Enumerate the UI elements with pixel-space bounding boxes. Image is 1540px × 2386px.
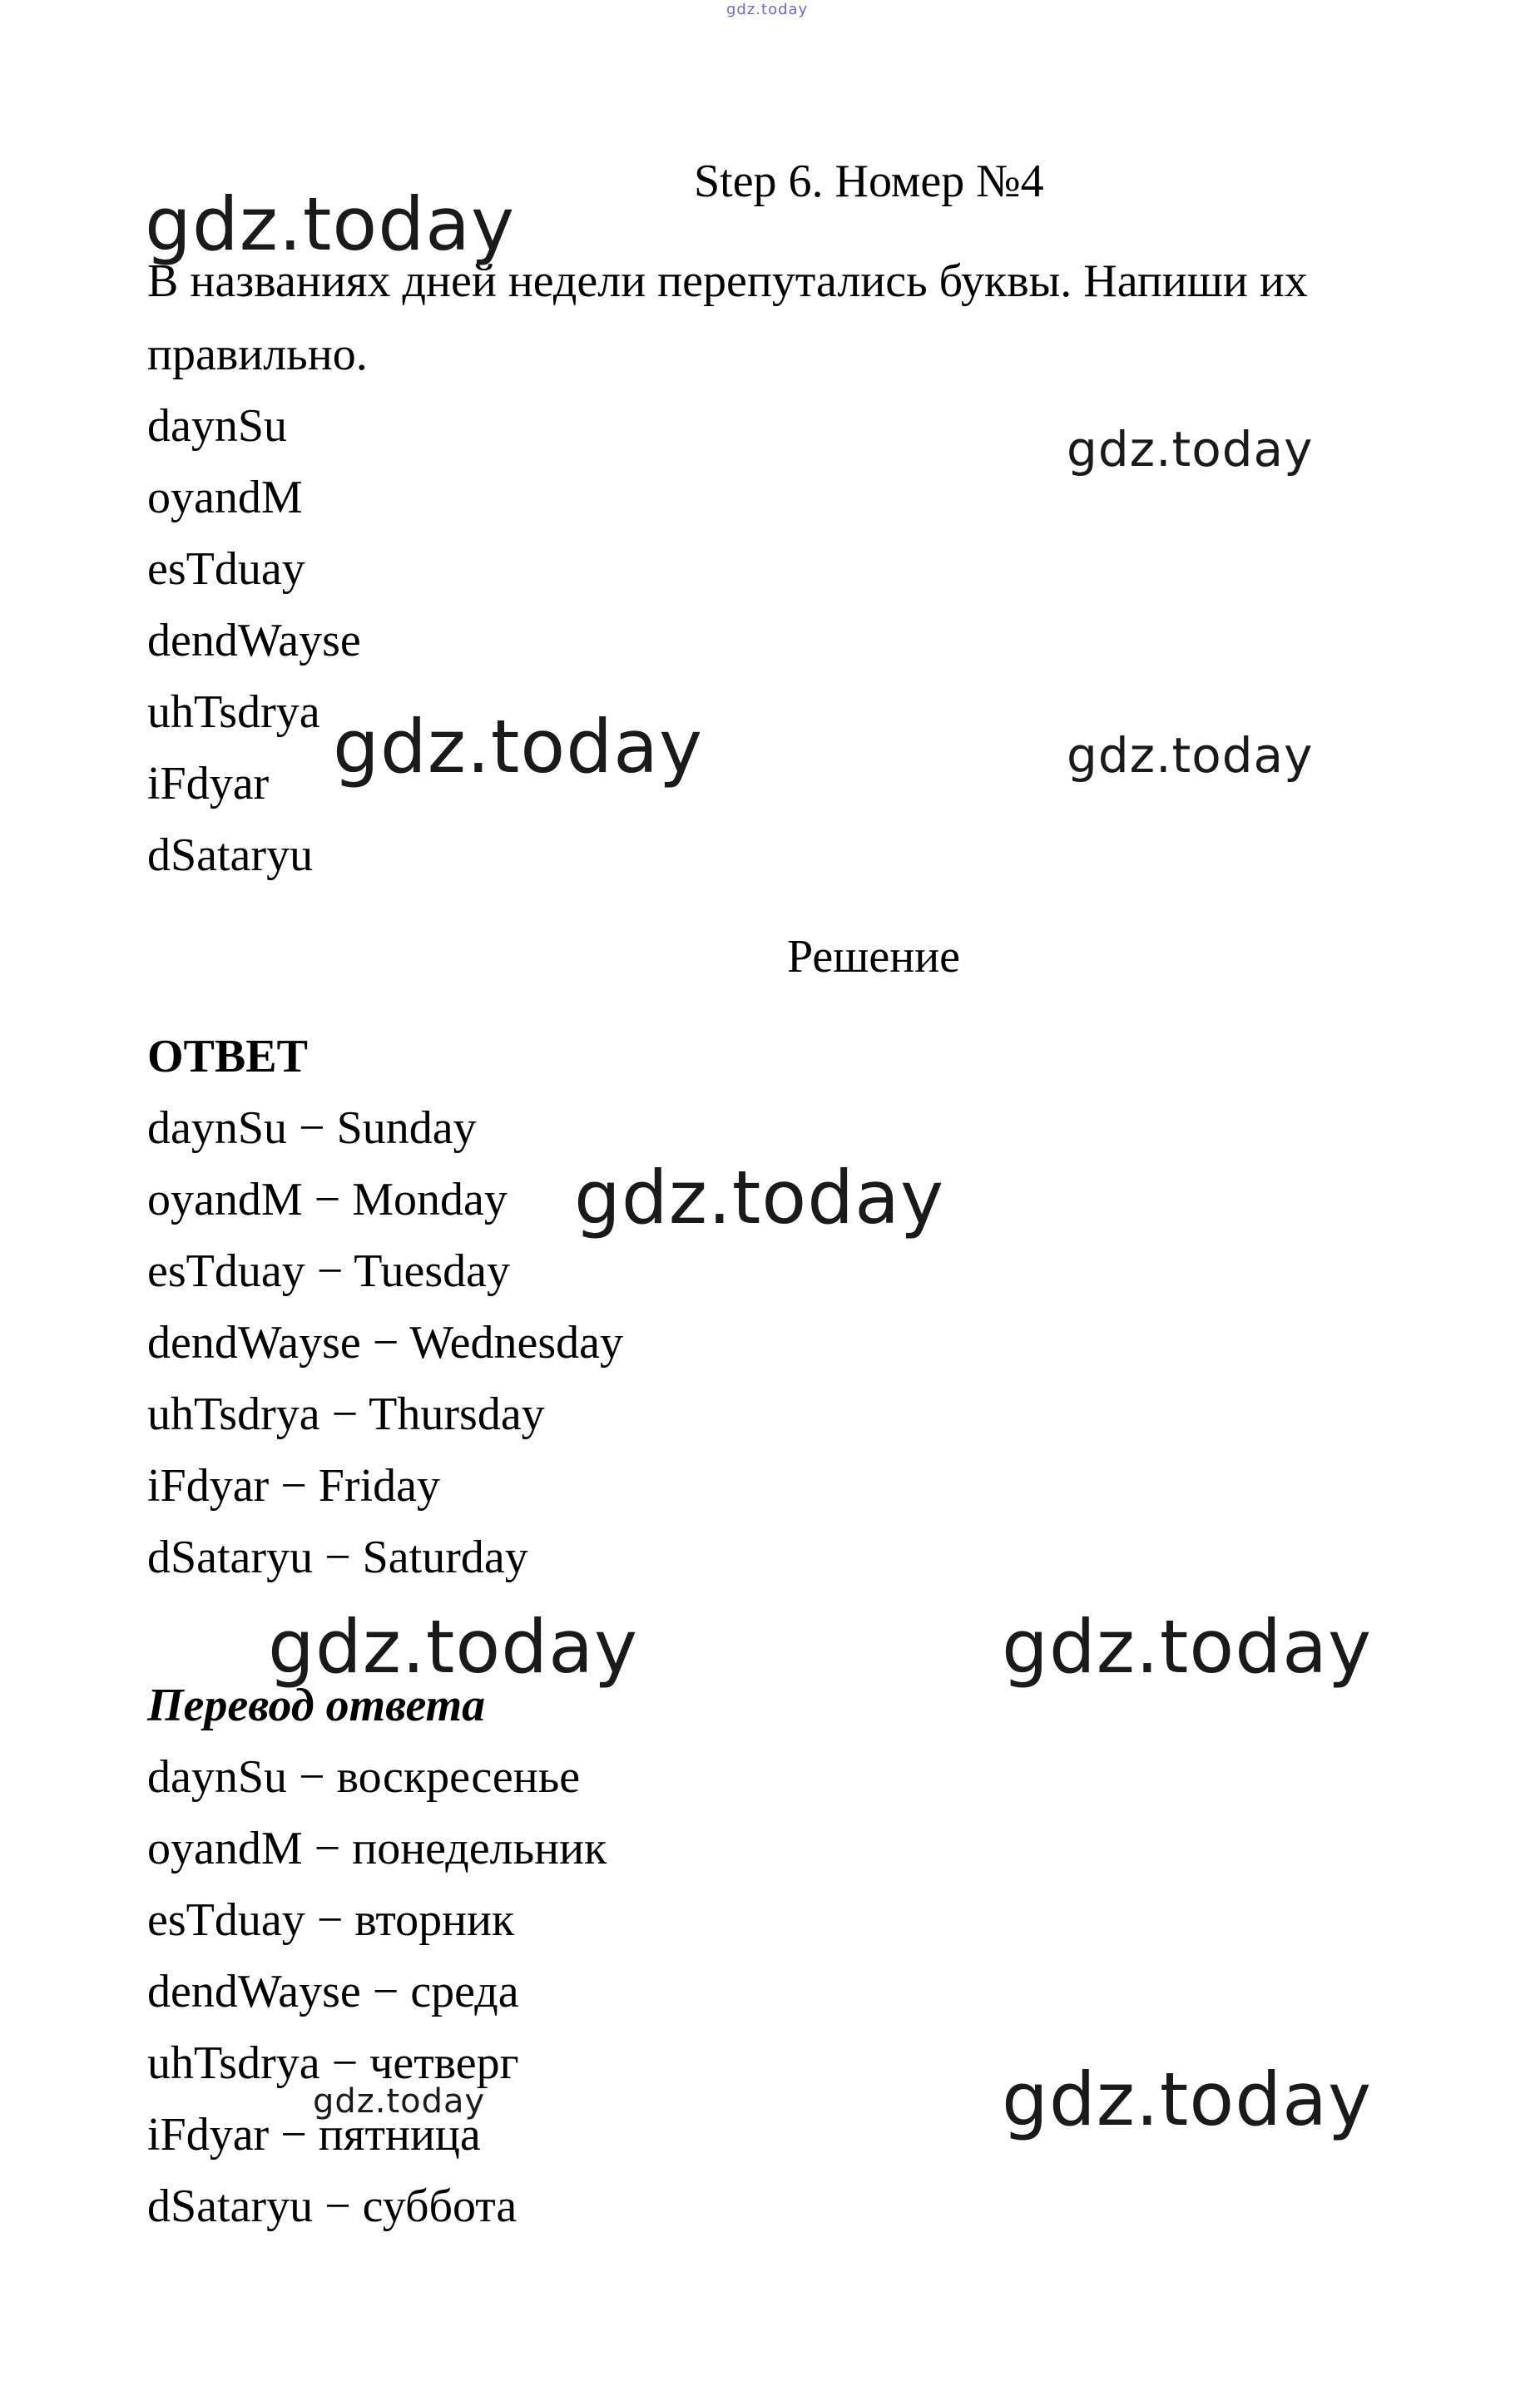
task-item: dendWayse [147,615,361,666]
watermark: gdz.today [574,1155,945,1240]
answer-item: dendWayse − Wednesday [147,1317,624,1369]
solution-heading: Решение [787,931,961,983]
watermark: gdz.today [145,181,516,267]
answer-item: oyandM − Monday [147,1174,508,1225]
task-item: daynSu [147,400,287,452]
page-title: Step 6. Номер №4 [694,156,1044,207]
translation-label: Перевод ответа [147,1680,486,1731]
answer-item: uhTsdrya − Thursday [147,1389,545,1440]
answer-item: iFdyar − Friday [147,1460,440,1512]
answer-item: esTduay − Tuesday [147,1245,511,1297]
task-item: iFdyar [147,758,270,809]
task-item: dSataryu [147,829,314,881]
translation-item: daynSu − воскресенье [147,1751,581,1803]
watermark: gdz.today [1002,1604,1373,1690]
watermark: gdz.today [313,2082,486,2121]
answer-label: ОТВЕТ [147,1031,308,1082]
answer-item: daynSu − Sunday [147,1102,477,1154]
task-item: oyandM [147,472,303,523]
translation-item: dendWayse − среда [147,1966,519,2017]
instruction-line-1: В названиях дней недели перепутались буквы. Напиши их [147,255,1308,307]
translation-item: oyandM − понедельник [147,1823,607,1874]
watermark: gdz.today [1067,727,1314,784]
watermark: gdz.today [1002,2057,1373,2142]
watermark: gdz.today [268,1604,639,1690]
translation-item: esTduay − вторник [147,1894,515,1946]
instruction-line-2: правильно. [147,329,368,380]
task-item: esTduay [147,543,305,595]
translation-item: iFdyar − пятница [147,2109,481,2161]
top-watermark: gdz.today [726,1,809,18]
translation-item: uhTsdrya − четверг [147,2037,519,2089]
watermark: gdz.today [333,704,704,790]
watermark: gdz.today [1067,421,1314,478]
task-item: uhTsdrya [147,686,320,738]
answer-item: dSataryu − Saturday [147,1532,528,1583]
translation-item: dSataryu − суббота [147,2181,517,2232]
